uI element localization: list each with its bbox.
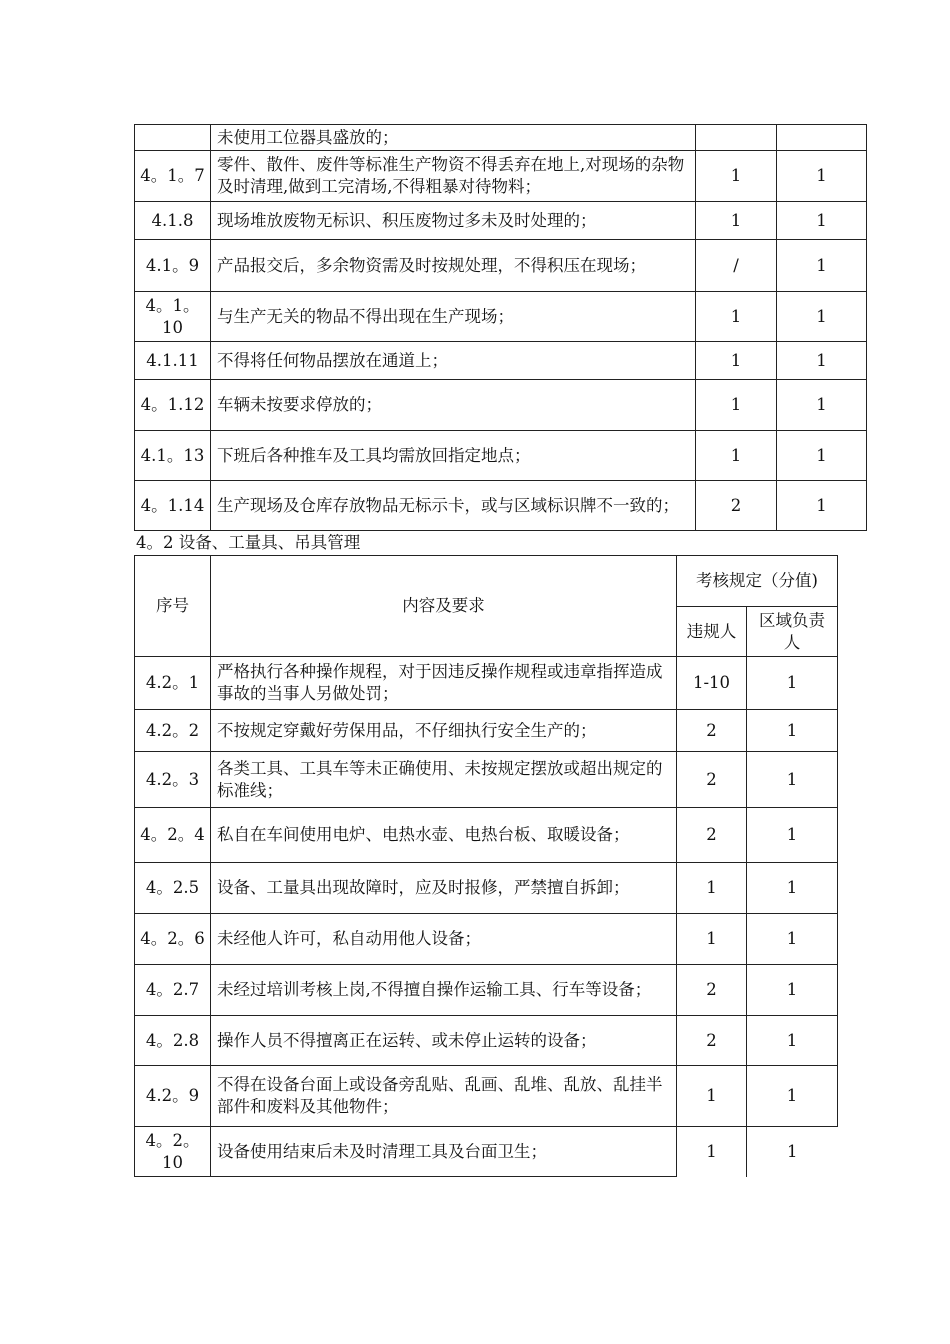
- row-content: 不得将任何物品摆放在通道上；: [211, 342, 696, 380]
- row-number: 4。2.8: [135, 1016, 211, 1066]
- row-content: 未经过培训考核上岗,不得擅自操作运输工具、行车等设备；: [211, 965, 677, 1016]
- violator-score: 1-10: [677, 657, 747, 710]
- table-row: [135, 1016, 838, 1066]
- row-content: 未经他人许可，私自动用他人设备；: [211, 914, 677, 965]
- area-manager-score: 1: [747, 914, 838, 965]
- area-manager-score: 1: [777, 431, 867, 481]
- table-row: [135, 1066, 838, 1127]
- table-row: [135, 1127, 838, 1177]
- table-row: [135, 481, 867, 531]
- row-number: 4.2。3: [135, 752, 211, 808]
- table-row: [135, 292, 867, 342]
- section-title: 4。2 设备、工量具、吊具管理: [136, 533, 361, 552]
- row-content: 操作人员不得擅离正在运转、或未停止运转的设备；: [211, 1016, 677, 1066]
- violator-score: 1: [677, 1127, 747, 1177]
- header-violator: 违规人: [677, 607, 747, 657]
- violator-score: 2: [677, 808, 747, 863]
- row-content: 设备使用结束后未及时清理工具及台面卫生；: [211, 1127, 677, 1177]
- area-manager-score: 1: [747, 1066, 838, 1127]
- violator-score: 2: [677, 710, 747, 752]
- violator-score: 1: [696, 342, 777, 380]
- table-row: [135, 863, 838, 914]
- header-row: [135, 556, 838, 607]
- row-number: 4。1.12: [135, 380, 211, 431]
- table-row: [135, 151, 867, 202]
- row-content: 未使用工位器具盛放的；: [211, 125, 696, 151]
- row-content: 与生产无关的物品不得出现在生产现场；: [211, 292, 696, 342]
- header-area-manager: 区域负责人: [747, 607, 838, 657]
- table-row: [135, 808, 838, 863]
- area-manager-score: [777, 125, 867, 151]
- row-number: 4.1.8: [135, 202, 211, 240]
- area-manager-score: 1: [747, 808, 838, 863]
- table-row: [135, 202, 867, 240]
- row-number: 4.1。13: [135, 431, 211, 481]
- table-row: [135, 965, 838, 1016]
- area-manager-score: 1: [747, 1127, 838, 1177]
- row-number: 4。2.5: [135, 863, 211, 914]
- row-content: 设备、工量具出现故障时，应及时报修，严禁擅自拆卸；: [211, 863, 677, 914]
- row-content: 现场堆放废物无标识、积压废物过多未及时处理的；: [211, 202, 696, 240]
- violator-score: 2: [677, 965, 747, 1016]
- area-manager-score: 1: [747, 1016, 838, 1066]
- row-number: 4.1.11: [135, 342, 211, 380]
- area-manager-score: 1: [777, 342, 867, 380]
- row-number: 4。1。7: [135, 151, 211, 202]
- violator-score: 1: [696, 431, 777, 481]
- row-number: 4。2.7: [135, 965, 211, 1016]
- rules-table-4-1: [134, 124, 867, 531]
- violator-score: [696, 125, 777, 151]
- violator-score: 1: [696, 380, 777, 431]
- row-content: 零件、散件、废件等标准生产物资不得丢弃在地上,对现场的杂物及时清理,做到工完清场,不得粗暴对待物料；: [211, 151, 696, 202]
- row-content: 产品报交后，多余物资需及时按规处理，不得积压在现场；: [211, 240, 696, 292]
- violator-score: 1: [696, 151, 777, 202]
- header-number: 序号: [135, 556, 211, 657]
- violator-score: 2: [677, 1016, 747, 1066]
- row-content: 下班后各种推车及工具均需放回指定地点；: [211, 431, 696, 481]
- area-manager-score: 1: [747, 657, 838, 710]
- row-content: 不得在设备台面上或设备旁乱贴、乱画、乱堆、乱放、乱挂半部件和废料及其他物件；: [211, 1066, 677, 1127]
- row-content: 严格执行各种操作规程，对于因违反操作规程或违章指挥造成事故的当事人另做处罚；: [211, 657, 677, 710]
- row-content: 车辆未按要求停放的；: [211, 380, 696, 431]
- row-number: 4。1。10: [135, 292, 211, 342]
- area-manager-score: 1: [777, 240, 867, 292]
- row-number: 4。2。6: [135, 914, 211, 965]
- table-row: [135, 752, 838, 808]
- row-number: 4。1.14: [135, 481, 211, 531]
- violator-score: 2: [696, 481, 777, 531]
- row-number: 4。2。10: [135, 1127, 211, 1177]
- table-row: [135, 657, 838, 710]
- table-row: [135, 342, 867, 380]
- row-content: 生产现场及仓库存放物品无标示卡，或与区域标识牌不一致的；: [211, 481, 696, 531]
- table-row: [135, 125, 867, 151]
- violator-score: 1: [677, 914, 747, 965]
- header-assessment: 考核规定（分值): [677, 556, 838, 607]
- header-content: 内容及要求: [211, 556, 677, 657]
- table-row: [135, 710, 838, 752]
- row-number: 4.2。2: [135, 710, 211, 752]
- table-row: [135, 380, 867, 431]
- table-row: [135, 914, 838, 965]
- area-manager-score: 1: [777, 151, 867, 202]
- violator-score: 1: [696, 292, 777, 342]
- area-manager-score: 1: [747, 965, 838, 1016]
- row-number: 4.1。9: [135, 240, 211, 292]
- table-row: [135, 431, 867, 481]
- rules-table-4-2: [134, 555, 838, 1177]
- area-manager-score: 1: [747, 863, 838, 914]
- area-manager-score: 1: [747, 710, 838, 752]
- area-manager-score: 1: [777, 481, 867, 531]
- row-content: 各类工具、工具车等未正确使用、未按规定摆放或超出规定的标准线；: [211, 752, 677, 808]
- row-content: 私自在车间使用电炉、电热水壶、电热台板、取暖设备；: [211, 808, 677, 863]
- area-manager-score: 1: [777, 292, 867, 342]
- row-content: 不按规定穿戴好劳保用品，不仔细执行安全生产的；: [211, 710, 677, 752]
- row-number: 4.2。9: [135, 1066, 211, 1127]
- area-manager-score: 1: [777, 380, 867, 431]
- violator-score: 1: [677, 1066, 747, 1127]
- violator-score: /: [696, 240, 777, 292]
- row-number: 4.2。1: [135, 657, 211, 710]
- row-number: 4。2。4: [135, 808, 211, 863]
- table-row: [135, 240, 867, 292]
- violator-score: 1: [677, 863, 747, 914]
- violator-score: 1: [696, 202, 777, 240]
- violator-score: 2: [677, 752, 747, 808]
- row-number: [135, 125, 211, 151]
- area-manager-score: 1: [777, 202, 867, 240]
- area-manager-score: 1: [747, 752, 838, 808]
